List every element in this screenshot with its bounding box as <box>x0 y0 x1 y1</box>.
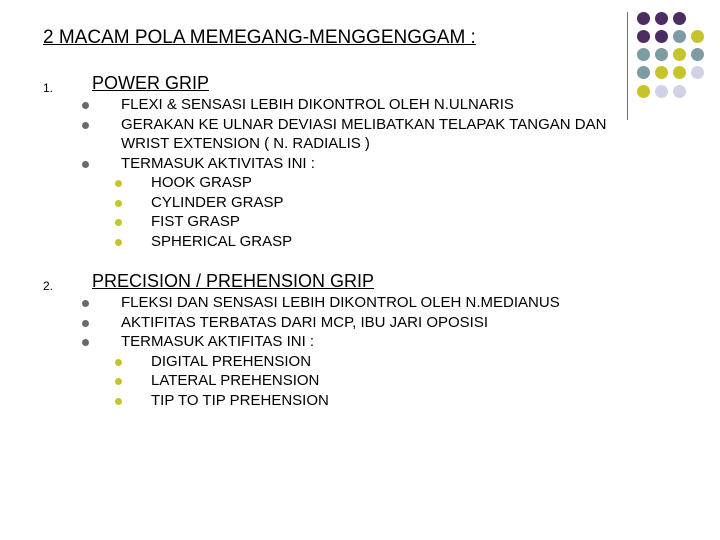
bullet-icon <box>115 239 122 246</box>
bullet-icon <box>82 339 89 346</box>
slide-title: 2 MACAM POLA MEMEGANG-MENGGENGGAM : <box>43 27 476 48</box>
sub-bullet-item: HOOK GRASP <box>151 174 252 191</box>
decorative-dot <box>673 12 686 25</box>
sub-bullet-item: LATERAL PREHENSION <box>151 372 320 389</box>
decorative-dot <box>673 30 686 43</box>
bullet-item: TERMASUK AKTIVITAS INI : <box>121 154 315 172</box>
decorative-dot <box>637 48 650 61</box>
sub-bullet-item: FIST GRASP <box>151 213 240 230</box>
bullet-icon <box>115 219 122 226</box>
sub-bullet-item: DIGITAL PREHENSION <box>151 352 312 370</box>
decorative-dot <box>673 66 686 79</box>
decorative-dot <box>637 85 650 98</box>
bullet-icon <box>115 359 122 366</box>
bullet-item: AKTIFITAS TERBATAS DARI MCP, IBU JARI OPOSISI <box>121 313 489 331</box>
decorative-dot <box>673 48 686 61</box>
sub-bullet-item: CYLINDER GRASP <box>151 193 284 211</box>
bullet-item: WRIST EXTENSION ( N. RADIALIS ) <box>121 135 370 152</box>
bullet-icon <box>115 378 122 385</box>
bullet-item: TERMASUK AKTIFITAS INI : <box>121 333 315 350</box>
decorative-dot <box>655 66 668 79</box>
bullet-icon <box>115 180 122 187</box>
decorative-dot <box>637 66 650 79</box>
decorative-dot <box>673 85 686 98</box>
sub-bullet-item: SPHERICAL GRASP <box>151 232 293 250</box>
decorative-dot <box>655 30 668 43</box>
decorative-dot <box>691 66 704 79</box>
decorative-dot <box>691 30 704 43</box>
decorative-dot <box>655 48 668 61</box>
decorative-dot <box>637 12 650 25</box>
section-number: 2. <box>43 279 54 293</box>
bullet-item: GERAKAN KE ULNAR DEVIASI MELIBATKAN TELAPAK TANGAN DAN <box>121 115 607 133</box>
bullet-icon <box>115 200 122 207</box>
decorative-dot <box>655 12 668 25</box>
decorative-dot <box>691 48 704 61</box>
section-title: PRECISION / PREHENSION GRIP <box>92 271 375 291</box>
bullet-icon <box>82 161 89 168</box>
section-number: 1. <box>43 81 54 95</box>
bullet-icon <box>82 300 89 307</box>
bullet-icon <box>82 320 89 327</box>
bullet-icon <box>82 122 89 129</box>
sub-bullet-item: TIP TO TIP PREHENSION <box>151 391 329 409</box>
section-title: POWER GRIP <box>92 73 210 93</box>
decorative-dot <box>637 30 650 43</box>
bullet-icon <box>82 102 89 109</box>
decorative-dot <box>655 85 668 98</box>
bullet-item: FLEKSI DAN SENSASI LEBIH DIKONTROL OLEH N.MEDIANUS <box>121 294 560 311</box>
bullet-item: FLEXI & SENSASI LEBIH DIKONTROL OLEH N.ULNARIS <box>121 96 514 113</box>
bullet-icon <box>115 398 122 405</box>
